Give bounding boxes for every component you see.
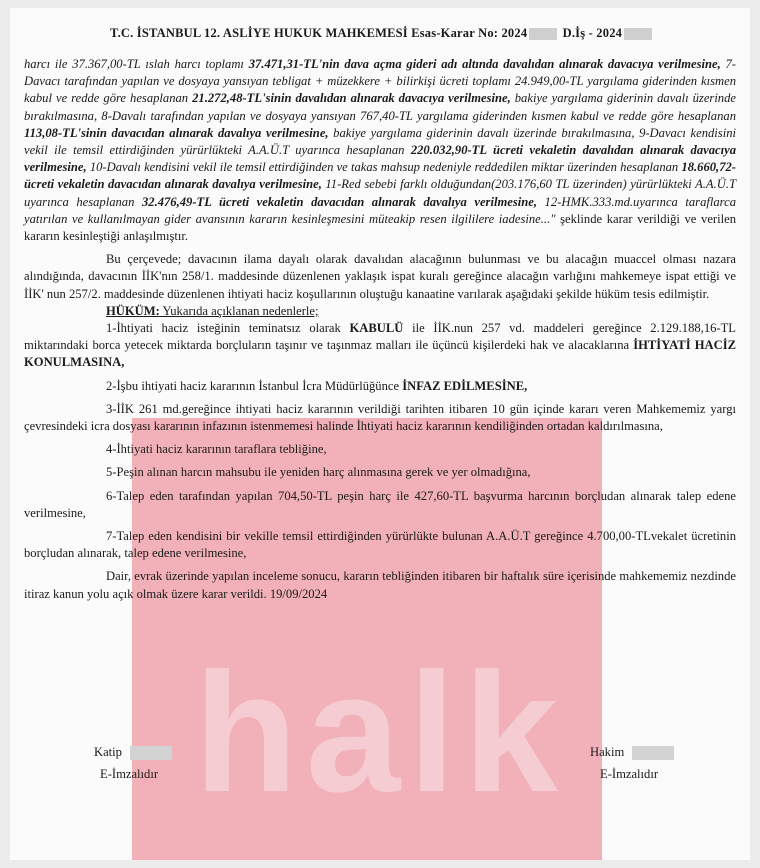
ruling-item-7: 7-Talep eden kendisini bir vekille temsil ettirdiğinden yürürlükte bulunan A.A.Ü.T gereğince 4.700,00-TLvekalet ücretinin borçludan alınarak, talep edene verilmesine, [24,529,736,561]
ruling-item-1-text-2: ile İİK.nun 257 vd. maddeleri gereğince 2.129.188,16-TL miktarındaki borca yetecek miktarda borçluların taşınır ve taşınmaz malları ile üçüncü kişilerdeki hak ve alacaklarına [24,321,736,353]
ruling-item-2-text: 2-İşbu ihtiyati haciz kararının İstanbul İcra Müdürlüğünce [106,378,403,393]
document-page [10,8,750,860]
redaction-box [624,28,652,40]
closing-paragraph: Dair, evrak üzerinde yapılan inceleme sonucu, kararın tebliğinden itibaren bir haftalık süre içerisinde mahkememiz nezdinde itiraz kanun yolu açık olmak üzere karar verildi. 19/09/2024 [24,569,736,601]
decision-run: şeklinde karar verildiği ve verilen kararın kesinleştiği anlaşılmıştır. [24,211,736,244]
hakim-esign: E-İmzalıdır [600,767,659,781]
ruling-item-2-infaz: İNFAZ EDİLMESİNE, [402,378,528,393]
ruling-item-3: 3-İİK 261 md.gereğince ihtiyati haciz kararının verildiği tarihten itibaren 10 gün içinde kararı veren Mahkememiz yargı çevresindeki icra dosyası kararının infazının istenmemesi halinde İhtiyati haciz kararının kendiliğinden ortadan kaldırılmasına, [24,401,736,434]
redaction-box [529,28,557,40]
decision-run: harcı ile 37.367,00-TL ıslah harcı toplamı [24,57,249,71]
decision-run: 113,08-TL'sinin davacıdan alınarak davalıya verilmesine, [24,125,329,140]
ruling-item-1-kabul: KABULÜ [349,321,404,336]
decision-run: bakiye yargılama giderinin davalı üzerinde bırakılmasına, 8-Davalı tarafından yapılan ve dosyaya yansıyan 767,40-TL yargılama giderinden kısmen kabul ve redde göre hesaplanan [24,91,736,123]
dis-number: D.İş - 2024 [562,26,623,40]
decision-run: 7-Davacı tarafından yapılan ve dosyaya yansıyan tebligat + müzekkere + bilirkişi ücreti toplamı 24.949,00-TL yargılama giderinden kısmen kabul ve redde göre hesaplanan [24,57,736,106]
decision-run: 220.032,90-TL ücreti vekaletin davalıdan alınarak davacıya verilmesine, [24,143,736,175]
decision-run: bakiye yargılama giderinin davalı üzerinde bırakılmasına, 9-Davacı kendisini vekil ile temsil ettirdiğinden yürürlükteki A.A.Ü.T uyarınca hesaplanan [24,125,736,158]
katip-label: Katip [94,745,122,759]
katip-esign: E-İmzalıdır [100,767,159,781]
redaction-box [632,746,674,760]
document-body [24,56,736,603]
esas-label: Esas-Karar No: [411,26,499,40]
hukum-intro: Yukarıda açıklanan nedenlerle; [159,303,319,318]
ruling-item-1-text: 1-İhtiyati haciz isteğinin teminatsız olarak [106,321,350,336]
decision-summary-paragraph [24,56,736,245]
hakim-signature [590,741,674,785]
watermark-logo: halk [193,638,567,828]
decision-run: 37.471,31-TL'nin dava açma gideri adı altında davalıdan alınarak davacıya verilmesine, [248,57,721,71]
decision-run: 18.660,72-ücreti vekaletin davacıdan alınarak davalıya verilmesine, [24,160,736,192]
ruling-item-1 [24,320,736,372]
hukum-label: HÜKÜM: [106,303,160,318]
hakim-label: Hakim [590,745,625,759]
decision-run: 10-Davalı kendisini vekil ile temsil ettirdiğinden ve takas mahsup nedeniyle reddedilen miktar üzerinden hesaplanan [86,160,682,175]
decision-run: 21.272,48-TL'sinin davalıdan alınarak davacıya verilmesine, [192,91,511,106]
ruling-item-6: 6-Talep eden tarafından yapılan 704,50-TL peşin harç ile 427,60-TL başvurma harcının borçludan alınarak talep edene verilmesine, [24,488,736,520]
decision-run: 32.476,49-TL ücreti vekaletin davacıdan alınarak davalıya verilmesine, [141,194,537,209]
katip-signature [94,741,172,785]
ruling-item-1-haciz: İHTİYATİ HACİZ KONULMASINA, [24,338,736,370]
decision-run: 11-Red sebebi farklı olduğundan(203.176,60 TL üzerinden) yürürlükteki A.A.Ü.T uyarınca hesaplanan [24,177,736,209]
esas-year: 2024 [501,26,528,40]
ruling-item-2 [24,378,736,395]
reasoning-paragraph: Bu çerçevede; davacının ilama dayalı olarak davalıdan alacağının bulunması ve bu alacağın muaccel olması nazara alındığında, davacının İİK'nın 258/1. maddesinde düzenlenen yaklaşık ispat kuralı gereğince alacağın varlığını mahkemeye ispat ettiği ve İİK' nun 257/2. maddesinde düzenlenen ihtiyati haciz koşullarının oluştuğu kanaatine varılarak aşağıdaki şekilde hüküm tesis edilmiştir. [24,252,736,301]
decision-run: 12-HMK.333.md.uyarınca taraflarca yatırılan ve kullanılmayan gider avansının kararın kesinleşmesini müteakip resen ilgililere iadesine..." [24,194,736,226]
ruling-item-5: 5-Peşin alınan harcın mahsubu ile yeniden harç alınmasına gerek ve yer olmadığına, [106,465,531,480]
hukum-heading [24,303,736,320]
ruling-item-4: 4-İhtiyati haciz kararının taraflara tebliğine, [106,442,327,457]
court-name: T.C. İSTANBUL 12. ASLİYE HUKUK MAHKEMESİ [110,26,408,40]
page-header [110,26,654,41]
redaction-box [130,746,172,760]
